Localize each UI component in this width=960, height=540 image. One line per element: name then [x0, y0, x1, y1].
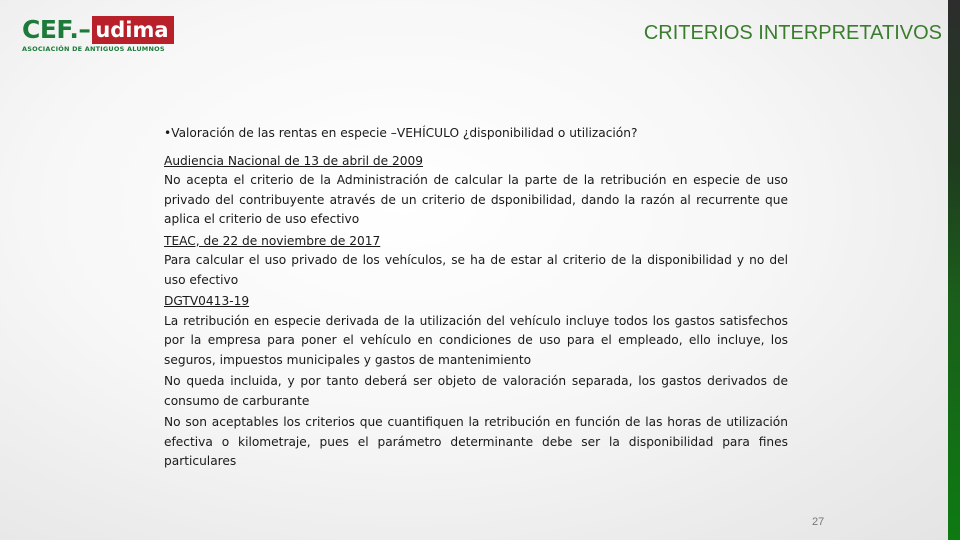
lead-bullet: •Valoración de las rentas en especie –VEHÍCULO ¿disponibilidad o utilización? — [164, 126, 638, 140]
section-heading-dgt: DGTV0413-19 — [164, 294, 250, 308]
logo-udima-text: udima — [92, 16, 173, 44]
page-number: 27 — [812, 516, 825, 528]
section-paragraph: No acepta el criterio de la Administración de calcular la parte de la retribución en especie de uso privado del contribuyente através de un criterio de dsponibilidad, dando la razón al recurrente que aplica el criterio de uso efectivo — [164, 173, 788, 226]
slide-content — [164, 124, 788, 474]
cef-udima-logo — [22, 15, 169, 54]
logo-subtitle: ASOCIACIÓN DE ANTIGUOS ALUMNOS — [22, 45, 165, 53]
section-paragraph: La retribución en especie derivada de la utilización del vehículo incluye todos los gastos satisfechos por la empresa para poner el vehículo en condiciones de uso para el empleado, ello incluye, los seguros, impuestos municipales y gastos de mantenimiento — [164, 313, 788, 367]
section-heading-audiencia: Audiencia Nacional de 13 de abril de 2009 — [164, 153, 424, 168]
slide-title: CRITERIOS INTERPRETATIVOS — [643, 22, 942, 44]
section-paragraph: No queda incluida, y por tanto deberá ser objeto de valoración separada, los gastos derivados de consumo de carburante — [164, 374, 788, 408]
logo-cef-text: CEF.– — [22, 15, 91, 44]
section-heading-teac: TEAC, de 22 de noviembre de 2017 — [164, 233, 381, 248]
section-paragraph: Para calcular el uso privado de los vehículos, se ha de estar al criterio de la disponibilidad y no del uso efectivo — [164, 253, 788, 287]
decorative-side-bar — [948, 0, 960, 540]
section-paragraph: No son aceptables los criterios que cuantifiquen la retribución en función de las horas de utilización efectiva o kilometraje, pues el parámetro determinante debe ser la disponibilidad para fines particulares — [164, 415, 788, 468]
